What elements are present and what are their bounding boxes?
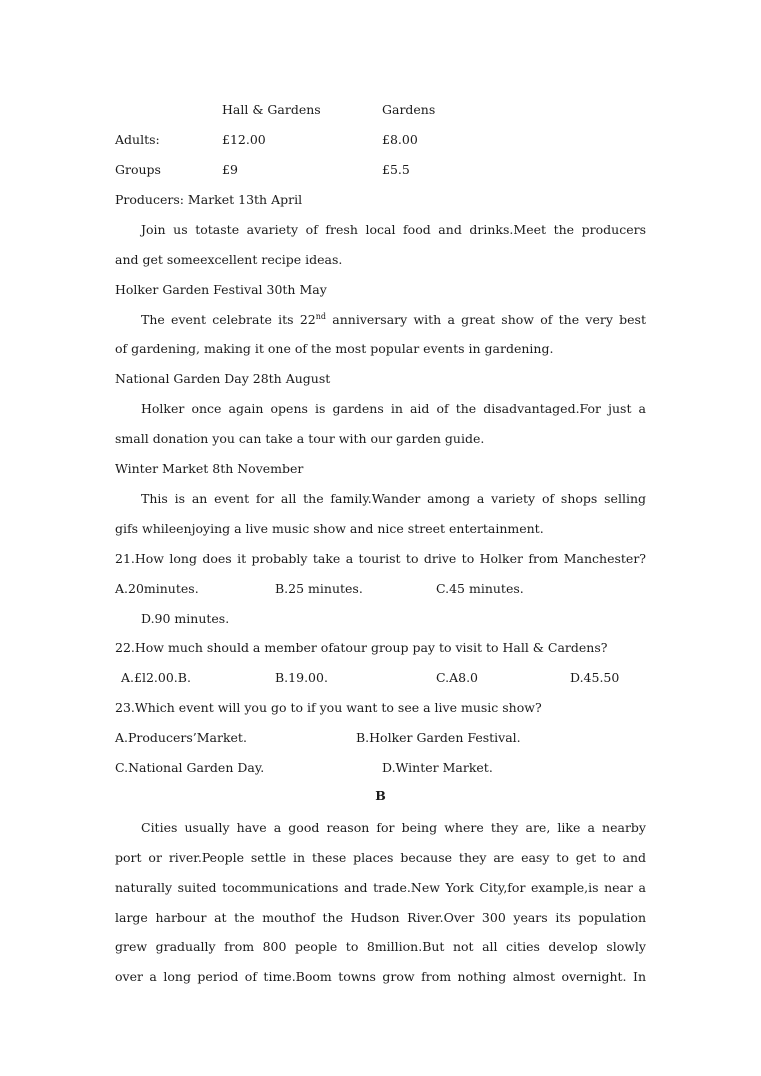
question-option-c: C.National Garden Day. xyxy=(115,760,265,775)
price-row-label: Groups xyxy=(115,162,161,177)
event-body-line: of gardening, making it one of the most popular events in gardening. xyxy=(115,341,554,356)
ordinal-suffix: nd xyxy=(315,312,327,321)
question-option-d: D.45.50 xyxy=(570,670,620,685)
price-row-label: Adults: xyxy=(115,132,160,147)
event-title: Holker Garden Festival 30th May xyxy=(115,282,327,297)
event-body-text: anniversary with a great show of the very best xyxy=(326,312,646,327)
passage-line: port or river.People settle in these places because they are easy to get to and xyxy=(115,850,646,865)
question-option-a: A.£l2.00.B. xyxy=(121,670,191,685)
event-body-line: This is an event for all the family.Wander among a variety of shops selling xyxy=(141,491,646,506)
question-stem: 22.How much should a member ofatour group pay to visit to Hall & Cardens? xyxy=(115,640,608,655)
passage-line: naturally suited tocommunications and trade.New York City,for example,is near a xyxy=(115,880,646,895)
section-heading: B xyxy=(375,788,386,803)
event-body-line: small donation you can take a tour with our garden guide. xyxy=(115,431,485,446)
question-option-b: B.Holker Garden Festival. xyxy=(356,730,521,745)
event-body-text: The event celebrate its 22 xyxy=(141,312,316,327)
question-option-a: A.20minutes. xyxy=(115,581,199,596)
question-option-d: D.Winter Market. xyxy=(382,760,493,775)
event-body-line: and get someexcellent recipe ideas. xyxy=(115,252,343,267)
question-stem: 21.How long does it probably take a tourist to drive to Holker from Manchester? xyxy=(115,551,646,566)
price-cell: £9 xyxy=(222,162,238,177)
passage-line: large harbour at the mouthof the Hudson River.Over 300 years its population xyxy=(115,910,646,925)
passage-line: over a long period of time.Boom towns grow from nothing almost overnight. In xyxy=(115,969,646,984)
event-title: Winter Market 8th November xyxy=(115,461,304,476)
question-option-a: A.Producers’Market. xyxy=(115,730,247,745)
price-header-gardens: Gardens xyxy=(382,102,436,117)
question-option-b: B.19.00. xyxy=(275,670,328,685)
price-cell: £5.5 xyxy=(382,162,410,177)
price-cell: £12.00 xyxy=(222,132,266,147)
event-title: Producers: Market 13th April xyxy=(115,192,303,207)
event-title: National Garden Day 28th August xyxy=(115,371,331,386)
question-stem: 23.Which event will you go to if you want to see a live music show? xyxy=(115,700,542,715)
event-body-line: Join us totaste avariety of fresh local food and drinks.Meet the producers xyxy=(141,222,646,237)
question-option-c: C.A8.0 xyxy=(436,670,478,685)
price-cell: £8.00 xyxy=(382,132,418,147)
event-body-line xyxy=(141,312,646,328)
question-option-d: D.90 minutes. xyxy=(141,611,230,626)
question-option-c: C.45 minutes. xyxy=(436,581,524,596)
passage-line: grew gradually from 800 people to 8million.But not all cities develop slowly xyxy=(115,939,646,954)
question-option-b: B.25 minutes. xyxy=(275,581,363,596)
event-body-line: Holker once again opens is gardens in aid of the disadvantaged.For just a xyxy=(141,401,646,416)
event-body-line: gifs whileenjoying a live music show and nice street entertainment. xyxy=(115,521,544,536)
price-header-hall-gardens: Hall & Gardens xyxy=(222,102,321,117)
passage-line: Cities usually have a good reason for being where they are, like a nearby xyxy=(141,820,646,835)
